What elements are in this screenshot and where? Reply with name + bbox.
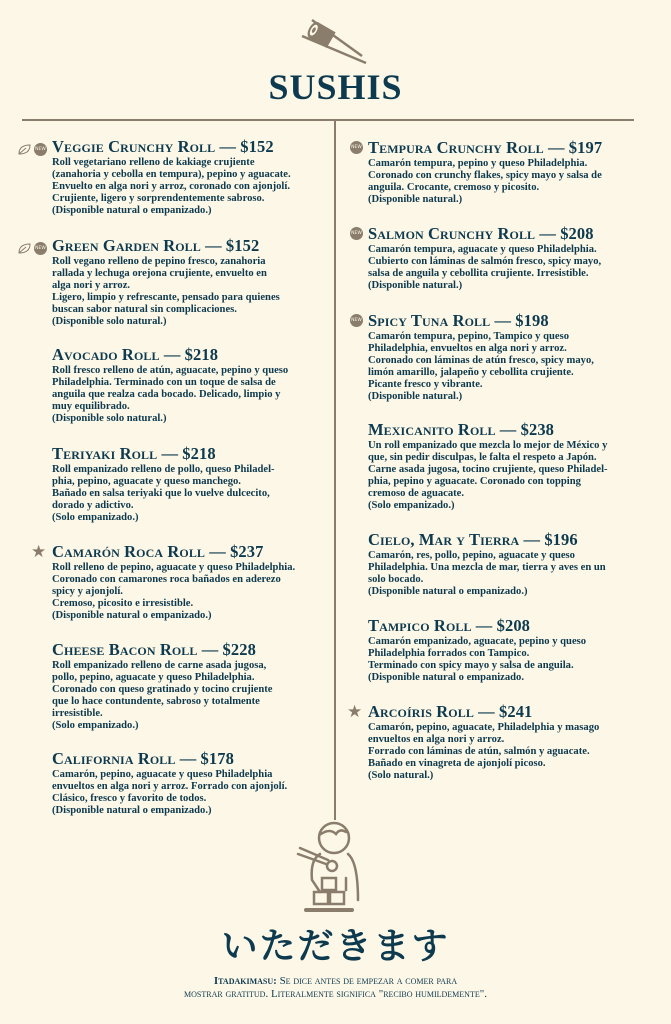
new-badge: NEW — [34, 242, 47, 255]
page-title: SUSHIS — [268, 67, 403, 107]
star-icon: ★ — [347, 702, 363, 722]
item-title: California Roll — $178 — [52, 749, 234, 768]
menu-item — [368, 531, 643, 598]
item-title: Teriyaki Roll — $218 — [52, 444, 216, 463]
item-icons — [350, 227, 363, 240]
footer-text: Se dice antes de empezar a comer para — [276, 975, 458, 987]
item-title: Green Garden Roll — $152 — [52, 236, 260, 255]
footer-text-line2: mostrar gratitud. Literalmente significa "recibo humildemente". — [184, 988, 487, 1000]
new-badge: NEW — [34, 143, 47, 156]
item-description: Camarón, res, pollo, pepino, aguacate y queso Philadelphia. Una mezcla de mar, tierra y aves en un solo bocado. (Disponible natural o empanizado.) — [368, 550, 606, 598]
item-title: Mexicanito Roll — $238 — [368, 420, 555, 439]
item-description: Un roll empanizado que mezcla lo mejor de México y que, sin pedir disculpas, le falta el respeto a Japón. Carne asada jugosa, tocino crujiente, queso Philadel- phia, pepino y aguacate. Coronado con topping cremoso de aguacate. (Solo empanizado.) — [368, 440, 608, 512]
item-icons — [350, 314, 363, 327]
item-description: Camarón tempura, pepino, Tampico y queso Philadelphia, envueltos en alga nori y arroz. Coronado con láminas de atún fresco, spicy mayo, limón amarillo, jalapeño y cebollita crujiente. Picante fresco y vibrante. (Disponible natural.) — [368, 331, 594, 403]
sushi-chopsticks-icon — [300, 18, 370, 68]
item-description: Camarón, pepino, aguacate, Philadelphia y masago envueltos en alga nori y arroz. Forrado con láminas de atún, salmón y aguacate. Bañado en vinagreta de ajonjolí picoso. (Solo natural.) — [368, 722, 600, 782]
item-description: Roll vegano relleno de pepino fresco, zanahoria rallada y lechuga orejona crujiente, envuelto en alga nori y arroz. Ligero, limpio y refrescante, pensado para quienes buscan sabor natural sin complicaciones. (Disponible solo natural.) — [52, 256, 280, 328]
footer-term: Itadakimasu: — [213, 975, 277, 987]
item-description: Roll vegetariano relleno de kakiage crujiente (zanahoria y cebolla en tempura), pepino y aguacate. Envuelto en alga nori y arroz, coronado con ajonjolí. Crujiente, ligero y sorprendentemente sabroso. (Disponible natural o empanizado.) — [52, 157, 291, 217]
item-icons — [350, 141, 363, 154]
footer-note — [0, 975, 671, 1001]
menu-item — [52, 346, 327, 425]
menu-item — [351, 311, 643, 404]
header-divider — [22, 119, 634, 121]
menu-item — [351, 224, 643, 292]
item-title: Avocado Roll — $218 — [52, 345, 219, 364]
item-title: Tempura Crunchy Roll — $197 — [368, 138, 603, 157]
menu-item — [35, 236, 327, 329]
menu-item — [52, 445, 327, 524]
leaf-icon — [18, 239, 31, 258]
item-icons — [18, 239, 47, 258]
item-icons — [18, 140, 47, 159]
menu-item — [368, 617, 643, 684]
menu-item — [347, 702, 643, 782]
item-description: Camarón, pepino, aguacate y queso Philadelphia envueltos en alga nori y arroz. Forrado con ajonjolí. Clásico, fresco y favorito de todos. (Disponible natural o empanizado.) — [52, 769, 288, 817]
item-description: Roll fresco relleno de atún, aguacate, pepino y queso Philadelphia. Terminado con un toque de salsa de anguila que realza cada bocado. Delicado, limpio y muy equilibrado. (Disponible solo natural.) — [52, 365, 289, 425]
item-title: Cheese Bacon Roll — $228 — [52, 640, 256, 659]
item-description: Camarón tempura, aguacate y queso Philadelphia. Cubierto con láminas de salmón fresco, spicy mayo, salsa de anguila y cebollita crujiente. Irresistible. (Disponible natural.) — [368, 244, 602, 292]
menu-item — [368, 421, 643, 513]
new-badge: NEW — [350, 141, 363, 154]
menu-item — [52, 641, 327, 733]
menu-item — [52, 750, 327, 817]
item-title: Camarón Roca Roll — $237 — [52, 542, 264, 561]
menu-item — [35, 137, 327, 217]
itadakimasu-japanese: いただきます — [221, 926, 450, 967]
new-badge: NEW — [350, 314, 363, 327]
leaf-icon — [18, 140, 31, 159]
item-description: Roll empanizado relleno de carne asada jugosa, pollo, pepino, aguacate y queso Philadelphia. Coronado con queso gratinado y tocino crujiente que lo hace contundente, sabroso y totalmente irresistible. (Solo empanizado.) — [52, 660, 273, 732]
column-divider — [334, 120, 336, 820]
item-icons — [31, 542, 47, 562]
menu-item — [351, 138, 643, 206]
item-title: Tampico Roll — $208 — [368, 616, 531, 635]
new-badge: NEW — [350, 227, 363, 240]
item-description: Camarón empanizado, aguacate, pepino y queso Philadelphia forrados con Tampico. Terminado con spicy mayo y salsa de anguila. (Disponible natural o empanizado. — [368, 636, 587, 684]
item-title: Arcoíris Roll — $241 — [368, 702, 533, 721]
star-icon: ★ — [31, 542, 47, 562]
item-title: Cielo, Mar y Tierra — $196 — [368, 530, 578, 549]
item-description: Camarón tempura, pepino y queso Philadelphia. Coronado con crunchy flakes, spicy mayo y salsa de anguila. Crocante, cremoso y picosito. (Disponible natural.) — [368, 158, 602, 206]
item-description: Roll relleno de pepino, aguacate y queso Philadelphia. Coronado con camarones roca bañados en aderezo spicy y ajonjolí. Cremoso, picosito e irresistible. (Disponible natural o empanizado.) — [52, 562, 296, 622]
menu-item — [31, 542, 327, 622]
item-icons — [347, 702, 363, 722]
item-title: Veggie Crunchy Roll — $152 — [52, 137, 274, 156]
item-description: Roll empanizado relleno de pollo, queso Philadel- phia, pepino, aguacate y queso manchego. Bañado en salsa teriyaki que lo vuelve dulcecito, dorado y adictivo. (Solo empanizado.) — [52, 464, 275, 524]
item-title: Spicy Tuna Roll — $198 — [368, 311, 549, 330]
person-eating-sushi-illustration — [290, 820, 370, 920]
item-title: Salmon Crunchy Roll — $208 — [368, 224, 594, 243]
